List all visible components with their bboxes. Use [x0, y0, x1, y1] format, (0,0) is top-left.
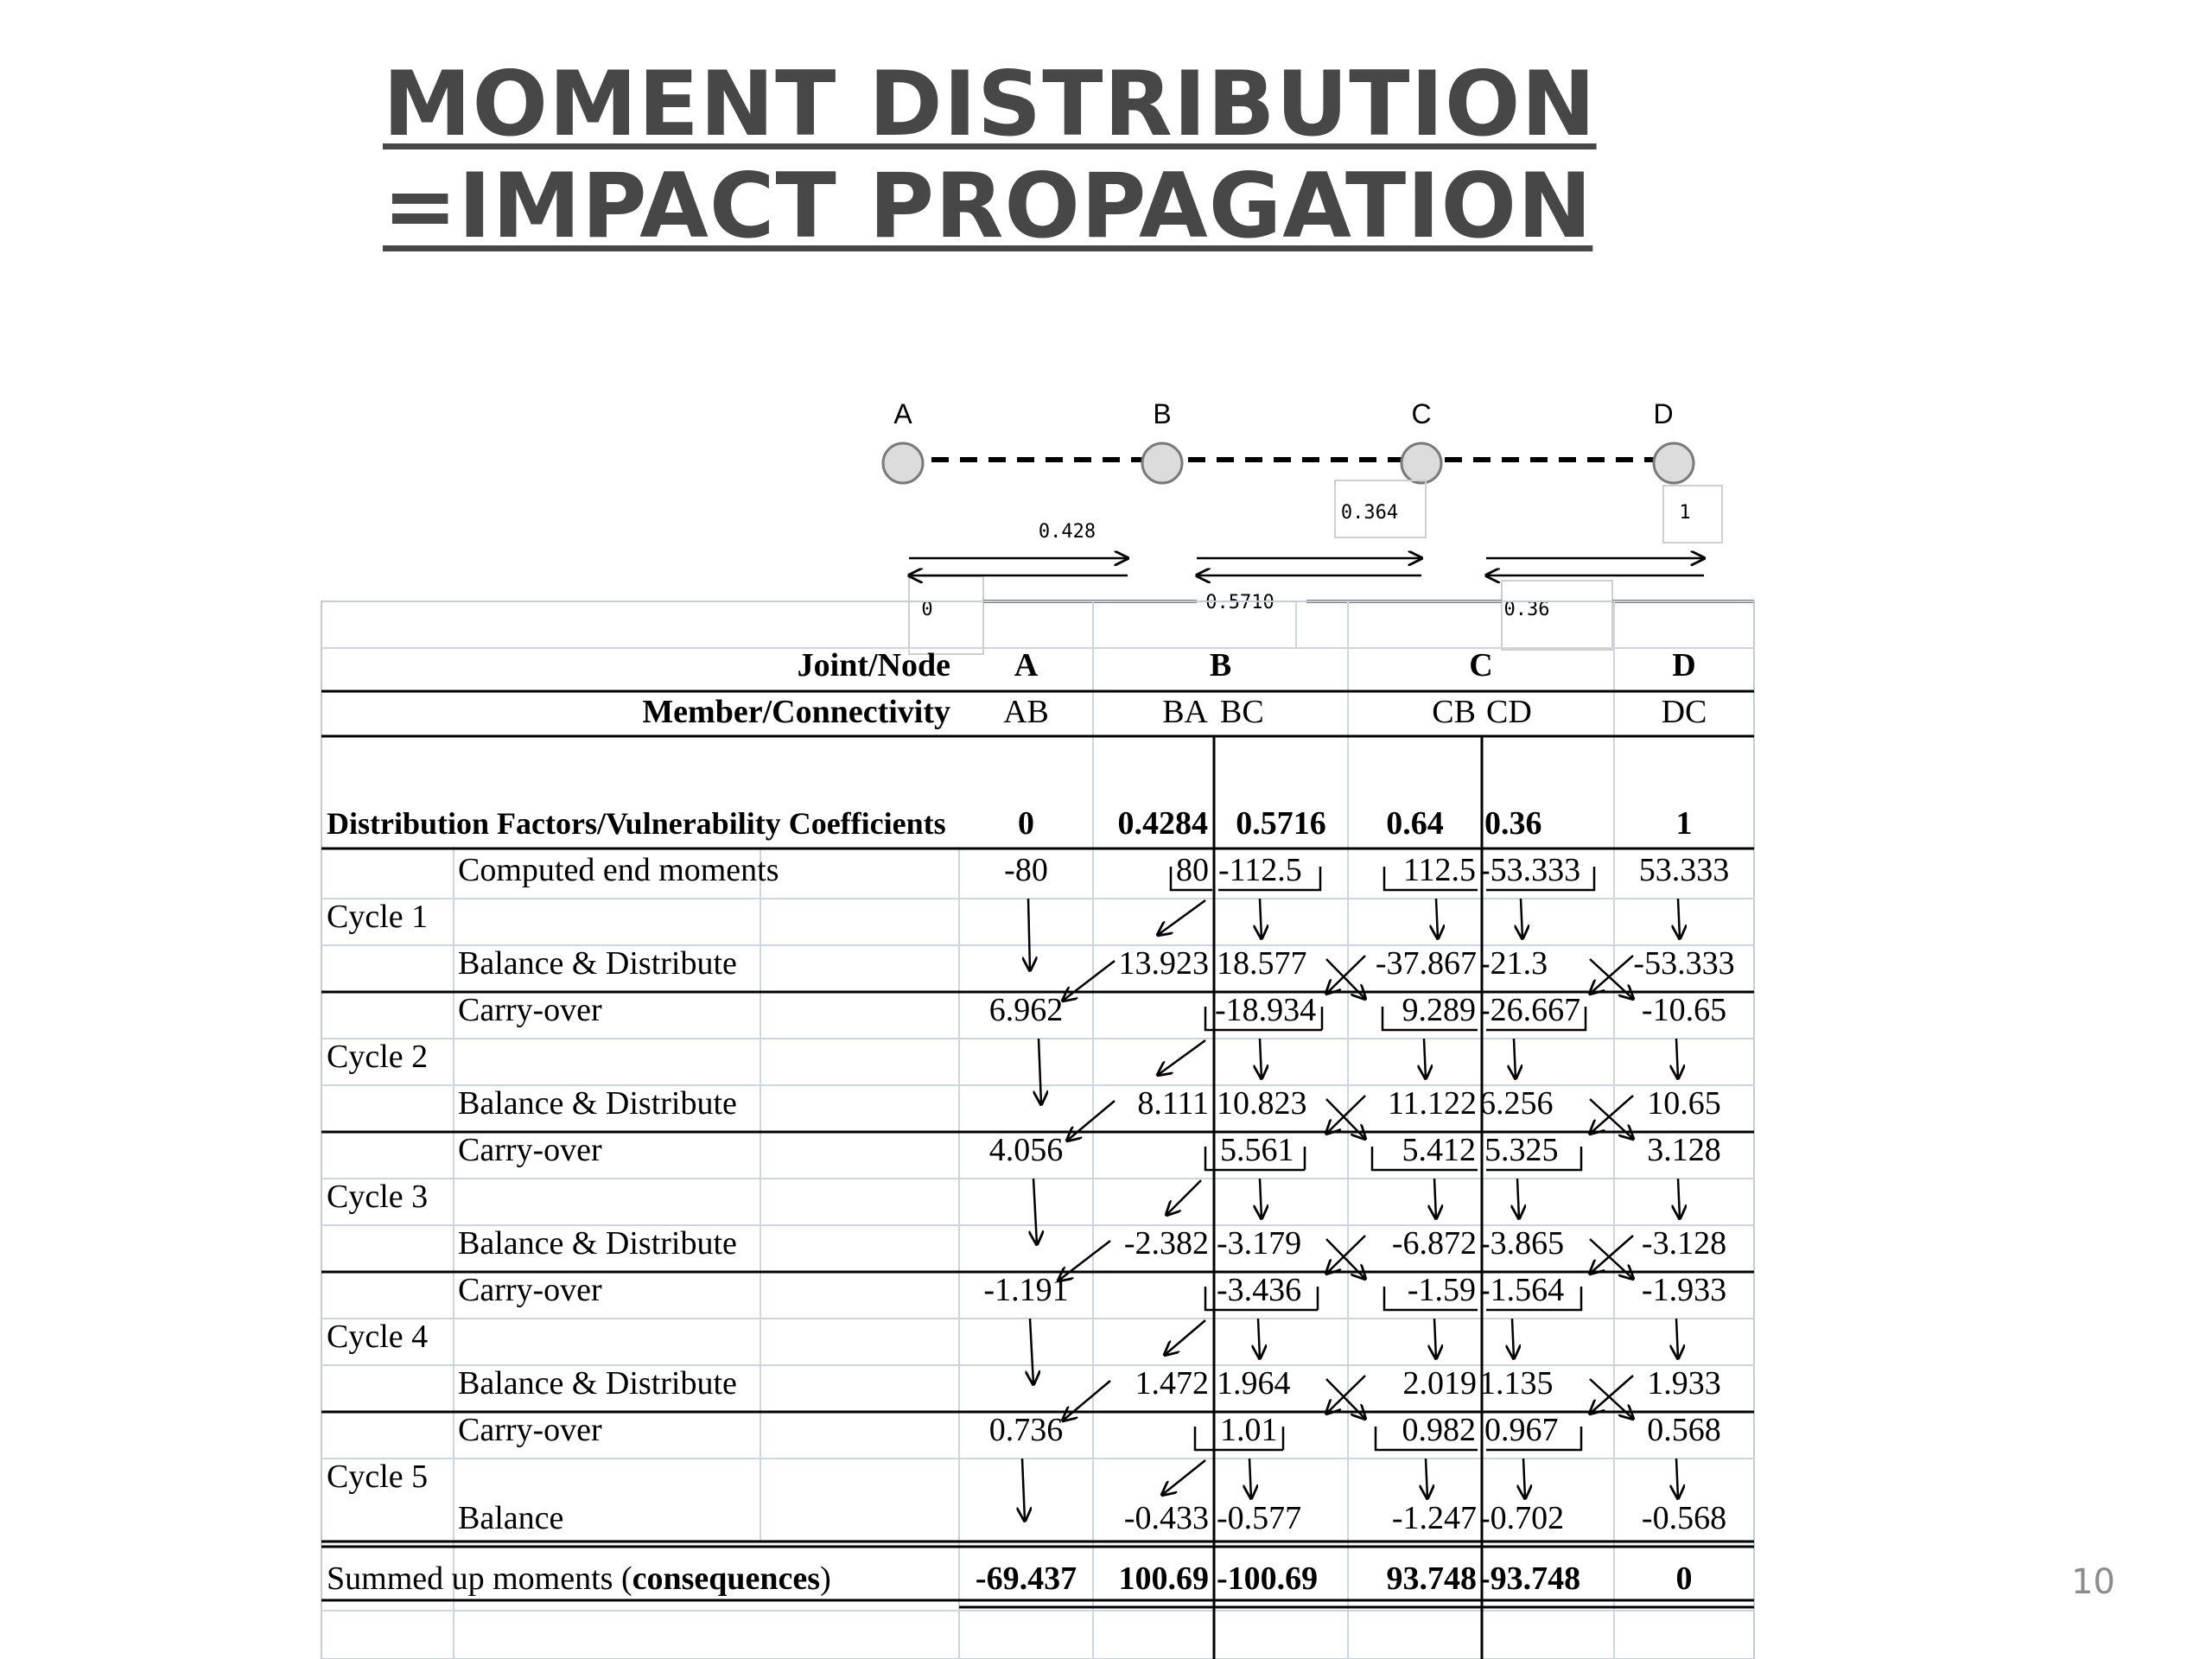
carry-1-label: Carry-over: [458, 992, 602, 1028]
member-bc: BC: [1220, 694, 1264, 730]
balance-2-ba: 8.111: [1137, 1085, 1209, 1122]
balance-5-cd: -0.702: [1479, 1500, 1565, 1536]
df-dc: 1: [1675, 805, 1693, 842]
node-a-label: A: [893, 398, 912, 429]
member-ba: BA: [1162, 694, 1208, 730]
balance-2-cb: 11.122: [1387, 1085, 1477, 1122]
balance-4-cb: 2.019: [1402, 1365, 1477, 1402]
balance-5-ba: -0.433: [1123, 1500, 1209, 1536]
carry-2-dc: 3.128: [1647, 1132, 1721, 1168]
member-ab: AB: [1003, 694, 1049, 730]
carry-3-bc: -3.436: [1217, 1272, 1302, 1308]
distribution-factors-label: Distribution Factors/Vulnerability Coefficients: [327, 806, 946, 841]
carry-3-cd: -1.564: [1479, 1272, 1565, 1308]
balance-2-dc: 10.65: [1647, 1085, 1721, 1122]
member-dc: DC: [1661, 694, 1707, 730]
balance-3-bc: -3.179: [1217, 1225, 1302, 1262]
balance-5-cb: -1.247: [1391, 1500, 1477, 1536]
carry-4-ab: 0.736: [988, 1412, 1064, 1448]
balance-1-dc: -53.333: [1633, 945, 1735, 982]
balance-1-cd: -21.3: [1479, 945, 1548, 982]
computed-ab: -80: [1004, 852, 1048, 888]
df-cd: 0.36: [1484, 805, 1542, 842]
carry-1-ab: 6.962: [988, 992, 1064, 1028]
label-cd-bottom: 0.36: [1503, 599, 1550, 620]
node-c-circle: [1402, 443, 1441, 483]
carry-2-cb: 5.412: [1402, 1132, 1476, 1168]
balance-1-ba: 13.923: [1118, 945, 1209, 982]
beam-diagram: [883, 398, 1754, 654]
cycle-5-label: Cycle 5: [327, 1459, 429, 1495]
label-bc-bottom: 0.5710: [1205, 592, 1274, 613]
balance-2-bc: 10.823: [1217, 1085, 1307, 1122]
member-cd: CD: [1486, 694, 1532, 730]
carry-2-ab: 4.056: [988, 1132, 1064, 1168]
balance-1-cb: -37.867: [1375, 945, 1477, 982]
carry-2-bc: 5.561: [1220, 1132, 1294, 1168]
carry-4-label: Carry-over: [458, 1412, 602, 1448]
sum-ba: 100.69: [1118, 1560, 1209, 1597]
label-cb-top: 0.364: [1340, 502, 1399, 524]
joint-c: C: [1469, 647, 1493, 683]
label-d-top: 1: [1679, 502, 1691, 524]
cycle-1-label: Cycle 1: [327, 899, 429, 935]
carry-4-cd: 0.967: [1484, 1412, 1559, 1448]
carry-3-ab: -1.191: [983, 1272, 1069, 1308]
node-c-label: C: [1411, 398, 1432, 429]
carry-4-cb: 0.982: [1402, 1412, 1476, 1448]
balance-4-dc: 1.933: [1647, 1365, 1721, 1402]
computed-cd: -53.333: [1479, 852, 1581, 888]
balance-1-label: Balance & Distribute: [458, 945, 737, 982]
carry-1-dc: -10.65: [1641, 992, 1727, 1028]
carry-1-bc: -18.934: [1215, 992, 1317, 1028]
balance-3-cd: -3.865: [1479, 1225, 1565, 1262]
carry-2-cd: 5.325: [1484, 1132, 1559, 1168]
title-line-2: =IMPACT PROPAGATION: [383, 155, 1593, 258]
carry-2-label: Carry-over: [458, 1132, 602, 1168]
sum-dc: 0: [1675, 1560, 1693, 1597]
carry-1-cb: 9.289: [1402, 992, 1476, 1028]
computed-cb: 112.5: [1402, 852, 1476, 888]
balance-4-ba: 1.472: [1135, 1365, 1209, 1402]
joint-b: B: [1209, 647, 1232, 683]
carry-1-cd: -26.667: [1479, 992, 1581, 1028]
label-a-bottom: 0: [921, 599, 933, 620]
df-ba: 0.4284: [1117, 805, 1208, 842]
sum-bc: -100.69: [1217, 1560, 1319, 1597]
balance-5-dc: -0.568: [1641, 1500, 1727, 1536]
cycle-4-label: Cycle 4: [327, 1319, 429, 1355]
label-ab-top: 0.428: [1038, 521, 1096, 543]
df-bc: 0.5716: [1236, 805, 1326, 842]
joint-node-label: Joint/Node: [797, 647, 950, 683]
sum-cb: 93.748: [1386, 1560, 1477, 1597]
carry-3-cb: -1.59: [1407, 1272, 1476, 1308]
node-b-label: B: [1153, 398, 1172, 429]
balance-3-label: Balance & Distribute: [458, 1225, 737, 1262]
summed-moments-label: Summed up moments (consequences): [327, 1560, 831, 1597]
node-d-circle: [1654, 443, 1694, 483]
balance-3-dc: -3.128: [1641, 1225, 1727, 1262]
computed-dc: 53.333: [1638, 852, 1730, 888]
computed-bc: -112.5: [1218, 852, 1302, 888]
df-ab: 0: [1018, 805, 1034, 842]
node-a-circle: [883, 443, 923, 483]
carry-3-dc: -1.933: [1641, 1272, 1727, 1308]
title-line-1: MOMENT DISTRIBUTION: [383, 53, 1597, 156]
sum-ab: -69.437: [975, 1560, 1077, 1597]
balance-5-bc: -0.577: [1217, 1500, 1302, 1536]
cycle-3-label: Cycle 3: [327, 1179, 429, 1215]
joint-d: D: [1672, 647, 1696, 683]
carry-3-label: Carry-over: [458, 1272, 602, 1308]
balance-3-ba: -2.382: [1123, 1225, 1209, 1262]
node-b-circle: [1142, 443, 1182, 483]
sum-cd: -93.748: [1479, 1560, 1581, 1597]
computed-end-moments-label: Computed end moments: [458, 852, 779, 888]
carry-4-dc: 0.568: [1647, 1412, 1721, 1448]
cycle-2-label: Cycle 2: [327, 1039, 429, 1075]
balance-2-cd: 6.256: [1479, 1085, 1554, 1122]
balance-2-label: Balance & Distribute: [458, 1085, 737, 1122]
balance-4-cd: 1.135: [1479, 1365, 1554, 1402]
computed-ba: 80: [1176, 852, 1209, 888]
balance-4-bc: 1.964: [1217, 1365, 1291, 1402]
page-number: 10: [2071, 1562, 2115, 1602]
member-cb: CB: [1432, 694, 1476, 730]
balance-5-label: Balance: [458, 1500, 564, 1536]
carry-4-bc: 1.01: [1220, 1412, 1278, 1448]
node-d-label: D: [1653, 398, 1674, 429]
balance-1-bc: 18.577: [1217, 945, 1307, 982]
balance-3-cb: -6.872: [1391, 1225, 1477, 1262]
member-connectivity-label: Member/Connectivity: [642, 694, 950, 730]
joint-a: A: [1014, 647, 1039, 683]
balance-4-label: Balance & Distribute: [458, 1365, 737, 1402]
df-cb: 0.64: [1386, 805, 1444, 842]
